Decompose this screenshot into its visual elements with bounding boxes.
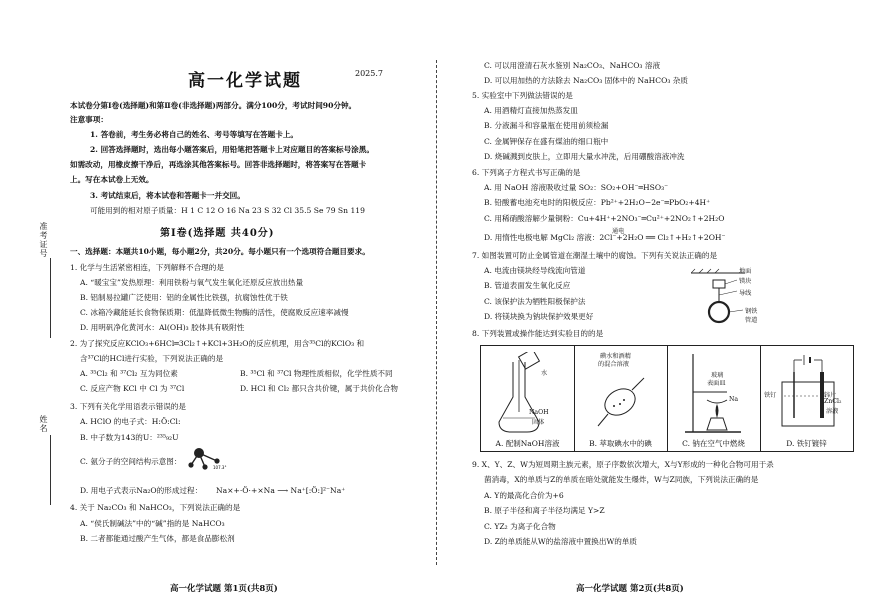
q5-option-c: C. 金属钾保存在盛有煤油的细口瓶中 xyxy=(484,137,609,146)
separatory-funnel-figure xyxy=(588,368,658,433)
label-iodine-2: 的混合溶液 xyxy=(598,361,629,368)
caption-b: B. 萃取碘水中的碘 xyxy=(589,439,652,448)
caption-a: A. 配制NaOH溶液 xyxy=(495,439,560,448)
note-2c: 上。写在本试卷上无效。 xyxy=(70,175,154,184)
label-ground: 地面 xyxy=(739,268,752,275)
q2-option-a: A. ³⁵Cl₂ 和 ³⁷Cl₂ 互为同位素 xyxy=(80,369,178,378)
q4-option-a: A. “侯氏制碱法”中的“碱”指的是 NaHCO₃ xyxy=(80,519,225,528)
page-footer-right: 高一化学试题 第2页(共8页) xyxy=(576,584,684,594)
q8-apparatus-figure xyxy=(480,345,854,452)
q3-option-d: D. 用电子式表示Na₂O的形成过程： xyxy=(80,486,203,495)
q6-option-c: C. 用稀硝酸溶解少量铜粉：Cu+4H⁺+2NO₃⁻═Cu²⁺+2NO₂↑+2H₂O xyxy=(484,214,725,223)
q3-option-a: A. HClO 的电子式：H:Ö:Cl: xyxy=(80,417,181,426)
q1-option-d: D. 用明矾净化黄河水：Al(OH)₃ 胶体具有吸附性 xyxy=(80,323,245,332)
q7-option-d: D. 将镁块换为钠块保护效果更好 xyxy=(484,312,594,321)
q3-d-formula: Na×+·Ö·+×Na ⟶ Na⁺[:Ö:]²⁻Na⁺ xyxy=(216,486,346,495)
exam-id-line xyxy=(50,258,51,338)
note-2b: 如需改动，用橡皮擦干净后，再选涂其他答案标号。回答非选择题时，将答案写在答题卡 xyxy=(70,160,367,169)
combustion-setup-figure xyxy=(671,352,751,434)
q5-option-d: D. 烧碱溅到皮肤上，立即用大量水冲洗，后用硼酸溶液冲洗 xyxy=(484,152,685,161)
label-glass-2: 表面皿 xyxy=(707,380,726,387)
q9-stem-1: 9. X、Y、Z、W为短周期主族元素，原子序数依次增大，X与Y形成的一种化合物可用于杀 xyxy=(472,460,774,469)
q1-option-b: B. 铝制易拉罐广泛使用：铝的金属性比铁强，抗腐蚀性优于铁 xyxy=(80,293,288,302)
q2-stem-1: 2. 为了探究反应KClO₃+6HCl═3Cl₂↑+KCl+3H₂O的反应机理，用含³⁵Cl的KClO₃ 和 xyxy=(70,339,365,348)
apparatus-b xyxy=(574,346,668,451)
label-iron-nail: 铁钉 xyxy=(764,392,777,399)
q7-option-a: A. 电流由镁块经导线流向管道 xyxy=(484,266,586,275)
q9-option-b: B. 原子半径和离子半径均满足 Y>Z xyxy=(484,506,605,515)
note-1: 1. 答卷前，考生务必将自己的姓名、考号等填写在答题卡上。 xyxy=(90,130,299,139)
label-wire: 导线 xyxy=(739,290,752,297)
right-page xyxy=(436,0,870,606)
label-water: 水 xyxy=(541,370,548,377)
atomic-masses: 可能用到的相对原子质量：H 1 C 12 O 16 Na 23 S 32 Cl 35.5 Se 79 Sn 119 xyxy=(90,206,365,215)
label-naoh-1: NaOH xyxy=(529,409,549,416)
label-zncl2-1: ZnCl₂ xyxy=(824,398,842,405)
apparatus-a xyxy=(481,346,575,451)
notes-title: 注意事项： xyxy=(70,115,108,124)
name-label: 姓名 xyxy=(39,415,48,433)
q8-stem: 8. 下列装置或操作能达到实验目的的是 xyxy=(472,329,604,338)
caption-c: C. 钠在空气中燃烧 xyxy=(682,439,745,448)
label-naoh-2: 固体 xyxy=(532,419,545,426)
q1-stem: 1. 化学与生活紧密相连，下列解释不合理的是 xyxy=(70,263,224,272)
section-1-instructions: 一、选择题：本题共10小题，每小题2分，共20分。每小题只有一个选项符合题目要求。 xyxy=(70,247,370,256)
page-footer-left: 高一化学试题 第1页(共8页) xyxy=(170,584,278,594)
name-line xyxy=(50,435,51,505)
apparatus-d xyxy=(760,346,853,451)
q1-option-c: C. 冰箱冷藏能延长食物保质期：低温降低微生物酶的活性，使腐败反应速率减慢 xyxy=(80,308,349,317)
exam-id-label: 准考证号 xyxy=(39,222,48,258)
exam-date: 2025.7 xyxy=(355,69,383,78)
label-na: Na xyxy=(729,396,739,403)
q2-option-d: D. HCl 和 Cl₂ 都只含共价键，属于共价化合物 xyxy=(240,384,398,393)
caption-d: D. 铁钉镀锌 xyxy=(786,439,827,448)
label-pipe-2: 管道 xyxy=(745,317,758,324)
label-zncl2-2: 溶液 xyxy=(826,408,839,415)
q1-option-a: A. “暖宝宝”发热原理：利用铁粉与氧气发生氧化还原反应放出热量 xyxy=(80,278,304,287)
q2-stem-2: 含³⁷Cl的HCl进行实验，下列说法正确的是 xyxy=(80,354,224,363)
section-1-title: 第Ⅰ卷(选择题 共40分) xyxy=(160,228,275,239)
q6-stem: 6. 下列离子方程式书写正确的是 xyxy=(472,168,581,177)
note-3: 3. 考试结束后，将本试卷和答题卡一并交回。 xyxy=(90,191,245,200)
q4-option-b: B. 二者都能通过酸产生气体，都是食品膨松剂 xyxy=(80,534,235,543)
q7-option-b: B. 管道表面发生氧化反应 xyxy=(484,281,571,290)
q9-option-d: D. Z的单质能从W的盐溶液中置换出W的单质 xyxy=(484,537,638,546)
label-mg-block: 镁块 xyxy=(739,278,752,285)
q6-condition: 通电 xyxy=(612,228,625,235)
apparatus-c xyxy=(667,346,761,451)
volumetric-flask-figure xyxy=(491,352,571,434)
q7-stem: 7. 如图装置可防止金属管道在潮湿土壤中的腐蚀。下列有关说法正确的是 xyxy=(472,251,718,260)
note-2a: 2. 回答选择题时，选出每小题答案后，用铅笔把答题卡上对应题目的答案标号涂黑。 xyxy=(90,145,374,154)
q7-option-c: C. 该保护法为牺牲阳极保护法 xyxy=(484,297,586,306)
q4-option-c: C. 可以用澄清石灰水鉴别 Na₂CO₃、NaHCO₃ 溶液 xyxy=(484,61,661,70)
q2-option-b: B. ³⁵Cl 和 ³⁷Cl 物理性质相似，化学性质不同 xyxy=(240,369,393,378)
label-glass-1: 玻璃 xyxy=(711,372,724,379)
label-iodine-1: 碘水和酒精 xyxy=(600,353,631,360)
q4-stem: 4. 关于 Na₂CO₃ 和 NaHCO₃，下列说法正确的是 xyxy=(70,503,241,512)
q6-option-a: A. 用 NaOH 溶液吸收过量 SO₂：SO₂+OH⁻═HSO₃⁻ xyxy=(484,183,669,192)
q3-stem: 3. 下列有关化学用语表示错误的是 xyxy=(70,402,186,411)
label-zinc: 锌片 xyxy=(824,392,837,399)
q4-option-d: D. 可以用加热的方法除去 Na₂CO₃ 固体中的 NaHCO₃ 杂质 xyxy=(484,76,688,85)
q5-option-b: B. 分液漏斗和容量瓶在使用前须检漏 xyxy=(484,121,609,130)
q2-option-c: C. 反应产物 KCl 中 Cl 为 ³⁷Cl xyxy=(80,384,185,393)
intro-line: 本试卷分第Ⅰ卷(选择题)和第Ⅱ卷(非选择题)两部分。满分100分，考试时间90分钟。 xyxy=(70,101,357,110)
q9-option-c: C. YZ₂ 为离子化合物 xyxy=(484,522,556,531)
q3-option-c: C. 氨分子的空间结构示意图： xyxy=(80,457,182,466)
ammonia-structure-figure xyxy=(183,445,233,471)
exam-title: 高一化学试题 xyxy=(188,71,302,91)
label-pipe-1: 钢铁 xyxy=(745,308,758,315)
q6-option-d: D. 用惰性电极电解 MgCl₂ 溶液：2Cl⁻+2H₂O ══ Cl₂↑+H₂↑+2OH⁻ xyxy=(484,233,726,242)
pipe-protection-figure xyxy=(691,264,781,330)
bond-angle-label: 107.3° xyxy=(213,465,227,470)
q9-option-a: A. Y的最高化合价为+6 xyxy=(484,491,564,500)
q9-stem-2: 菌消毒，X的单质与Z的单质在暗处就能发生爆炸，W与Z同族，下列说法正确的是 xyxy=(484,475,759,484)
q3-option-b: B. 中子数为143的U：²³⁵₉₂U xyxy=(80,433,179,442)
q5-option-a: A. 用酒精灯直接加热蒸发皿 xyxy=(484,106,578,115)
q5-stem: 5. 实验室中下列做法错误的是 xyxy=(472,91,573,100)
q6-option-b: B. 铅酸蓄电池充电时的阳极反应：Pb²⁺+2H₂O−2e⁻═PbO₂+4H⁺ xyxy=(484,198,711,207)
